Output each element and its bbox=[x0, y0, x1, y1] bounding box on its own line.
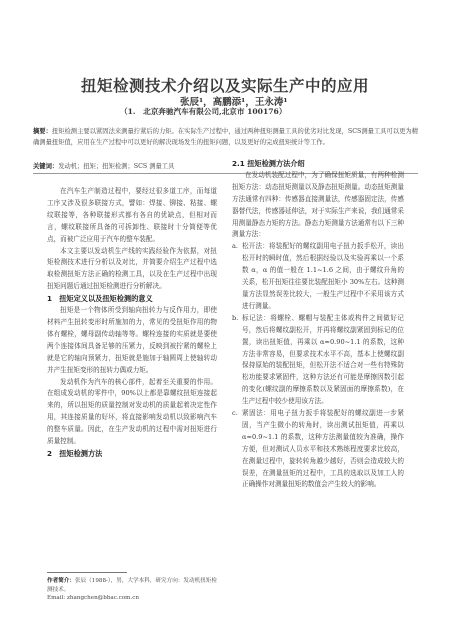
list-item-marker: c. bbox=[232, 409, 238, 418]
footnote-text: 张辰（1988-），男，大学本科，研究方向：发动机扭矩检测技术。 bbox=[47, 578, 217, 593]
list-item bbox=[232, 313, 404, 408]
section-1-paragraph-2: 发动机作为汽车的核心部件，起着至关重要的作用。在组成发动机的零件中，90%以上都是靠螺纹扭矩连接起来的，所以扭矩的质量控制对发动机的质量起着决定性作用，其连接质量的好坏，将直接影响发动机以致影响汽车的整车质量。因此，在生产发动机的过程中需对扭矩进行质量控制。 bbox=[47, 377, 217, 446]
affiliation: （1. 北京奔驰汽车有限公司,北京市 100176） bbox=[120, 107, 287, 116]
list-item-marker: a. bbox=[232, 242, 239, 251]
list-item bbox=[232, 241, 404, 312]
abstract-label: 摘要： bbox=[33, 128, 52, 135]
list-item-text: 标记法：将螺栓、螺帽与装配主体或构件之间做好记号，然后将螺纹副松开，并再将螺纹副紧固到标记的位置，读出扭矩值，再乘以 α≈0.90~1.1 的系数，这种方法非常容易，但要求技术水平不高，基本上使螺纹副保持原始的装配扭矩，但松开法不适合对一些有特殊防松功能要求紧固件，这种方法还有可能是摩擦因数引起的变化(螺纹副的摩擦系数以及紧固面的摩擦系数)，在生产过程中较少使用该方法。 bbox=[242, 313, 404, 406]
paper-title: 扭矩检测技术介绍以及实际生产中的应用 bbox=[80, 77, 369, 95]
footnote-divider bbox=[47, 572, 127, 573]
intro-paragraph-1: 在汽车生产制造过程中，要经过很多道工序，而每道工序又涉及很多联接方式，譬如：焊接、铆接、粘接、螺纹联接等，各种联接形式都有各自的优缺点，但相对而言，螺纹联接所具备的可拆卸性、联接时十分简便等优点，而被广泛应用于汽车的整车装配。 bbox=[47, 187, 217, 243]
abstract bbox=[33, 126, 418, 148]
section-1-heading: 1 扭矩定义以及扭矩检测的意义 bbox=[47, 294, 153, 304]
right-column bbox=[232, 158, 404, 491]
keywords-label: 关键词： bbox=[33, 163, 59, 170]
authors: 张辰¹，高鹏添¹，王永涛¹ bbox=[180, 97, 288, 108]
list-item-text: 紧固法：用电子扭力扳手将装配好的螺纹副进一步紧固，当产生微小的转角时，读出测试扭矩值，再乘以 α≈0.9~1.1 的系数，这种方法测量值较为准确，操作方便，但对测试人员水平和技术熟练程度要求比较高，在测量过程中，旋转转角越少越好，否则会造成较大的误差，在测量扭矩的过程中，工具的选取以及加工人的正确操作对测量扭矩的数值会产生较大的影响。 bbox=[242, 409, 404, 489]
method-list bbox=[232, 241, 404, 491]
intro-paragraph-2: 本文主要以发动机生产线的实践经验作为依据，对扭矩检测技术进行分析以及对比，并简要介绍生产过程中选取检测扭矩方法正确的检测工具，以及在生产过程中出现扭矩问题后通过扭矩检测进行分析解决。 bbox=[47, 246, 217, 291]
left-column bbox=[47, 186, 217, 460]
author-email: Email: zhangchen@bbac.com.cn bbox=[47, 595, 139, 602]
list-item bbox=[232, 408, 404, 491]
abstract-text: 扭矩检测主要以紧固法来测量拧紧后的力矩。在实际生产过程中，通过两种扭矩测量工具的优劣对比发现，SCS测量工具可以更为精确测量扭矩值，应用在生产过程中可以更好的解决现场发生的扭矩问题，以及更好的完成扭矩统计等工作。 bbox=[33, 128, 419, 146]
section-2-heading: 2 扭矩检测方法 bbox=[47, 448, 103, 458]
section-2-1-paragraph: 在发动机装配过程中，为了确保扭矩质量，有两种检测扭矩方法：动态扭矩测量以及静态扭矩测量。动态扭矩测量方法通常有四种：传感器直接测量法，传感器固定法，传感器替代法，传感器延伸法，对于实际生产来说，我们通常采用测量静态力矩的方法。静态力矩测量方法通常有以下三种测量方法： bbox=[232, 170, 404, 239]
author-footnote bbox=[47, 577, 219, 603]
keywords-text: 发动机；扭矩；扭矩检测；SCS 测量工具 bbox=[58, 163, 175, 170]
section-1-paragraph-1: 扭矩是一个物体所受到轴向扭转力与反作用力，即使材料产生扭转变形时所施加的力，常见的受扭矩作用的物体有螺栓，螺母副传动轴等等。螺栓连接的实质就是要使两个连接体间具备足够的压紧力，反映到被拧紧的螺栓上就是它的轴向预紧力，扭矩就是施加于轴圆周上使轴转动并产生扭矩变形的扭转力偶或力矩。 bbox=[47, 306, 217, 374]
list-item-marker: b. bbox=[232, 313, 239, 322]
section-2-1-heading: 2.1 扭矩检测方法介绍 bbox=[232, 159, 305, 168]
footnote-label: 作者简介： bbox=[47, 578, 75, 584]
list-item-text: 松开法：将装配好的螺纹副用电子扭力扳手松开，读出松开时的瞬时值，然后根据经验以及实验再乘以一个系数 α，α 的值一般在 1.1~1.6 之间，由于螺纹升角的关系，松开扭矩往往要比装配扭矩小 30%左右。这种测量方法显然误差比较大，一般生产过程中不采用该方式进行测量。 bbox=[242, 242, 404, 310]
